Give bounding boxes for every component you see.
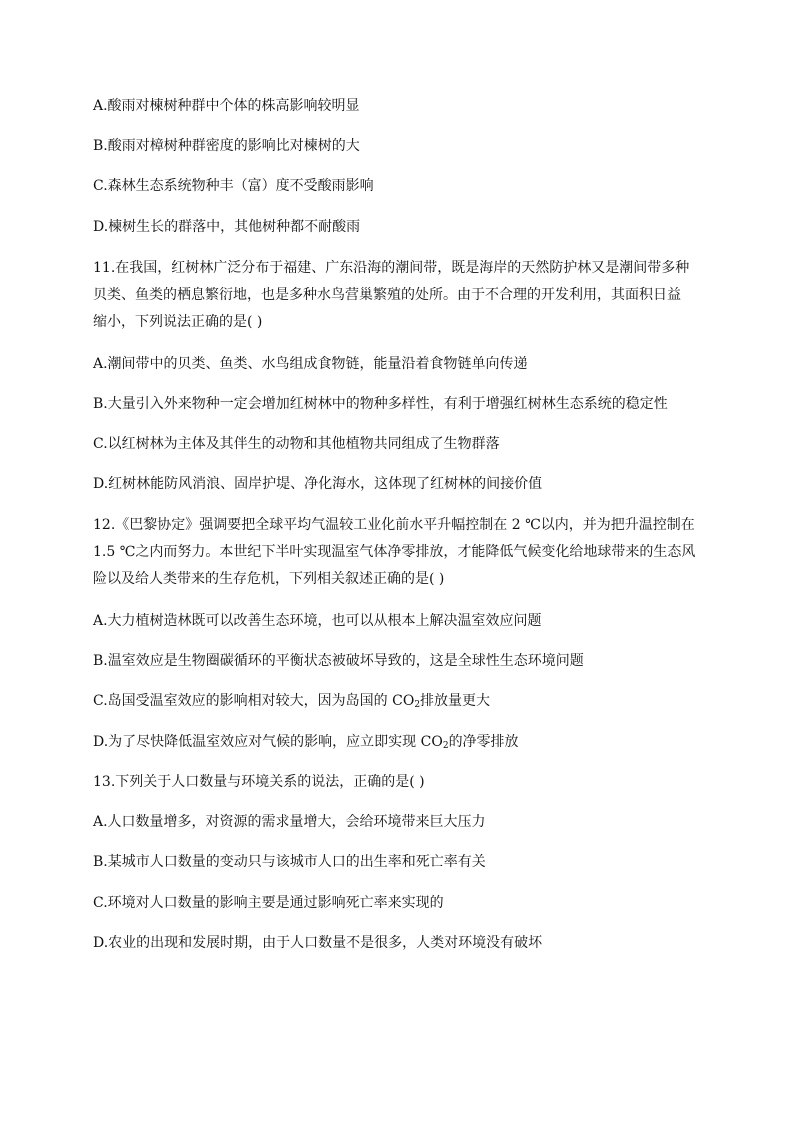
q13-option-c: C.环境对人口数量的影响主要是通过影响死亡率来实现的: [93, 895, 444, 911]
q13-stem: 13.下列关于人口数量与环境关系的说法，正确的是( ): [93, 774, 425, 790]
q12-option-c: [93, 691, 703, 711]
q10-option-b: B.酸雨对樟树种群密度的影响比对楝树的大: [93, 138, 360, 154]
q13-option-a: A.人口数量增多，对资源的需求量增大，会给环境带来巨大压力: [93, 814, 486, 830]
q12-option-d-subscript: 2: [442, 741, 449, 751]
q12-stem: [93, 512, 703, 593]
q12-option-b: B.温室效应是生物圈碳循环的平衡状态被破坏导致的，这是全球性生态环境问题: [93, 653, 584, 669]
q11-option-a: A.潮间带中的贝类、鱼类、水鸟组成食物链，能量沿着食物链单向传递: [93, 356, 528, 372]
q11-stem: [93, 255, 703, 336]
q11-stem-line-1: 11.在我国，红树林广泛分布于福建、广东沿海的潮间带，既是海岸的天然防护林又是潮间带多种: [93, 260, 690, 276]
q11-option-d: D.红树林能防风消浪、固岸护堤、净化海水，这体现了红树林的间接价值: [93, 476, 543, 492]
q12-stem-line-2: 1.5 ℃之内而努力。本世纪下半叶实现温室气体净零排放，才能降低气候变化给地球带来的生态风: [93, 544, 696, 560]
q13-option-b: B.某城市人口数量的变动只与该城市人口的出生率和死亡率有关: [93, 854, 486, 870]
q10-option-a: A.酸雨对楝树种群中个体的株高影响较明显: [93, 98, 360, 114]
q11-stem-line-2: 贝类、鱼类的栖息繁衍地，也是多种水鸟营巢繁殖的处所。由于不合理的开发利用，其面积日益: [93, 287, 681, 303]
q13-option-d: D.农业的出现和发展时期，由于人口数量不是很多，人类对环境没有破坏: [93, 935, 543, 951]
q11-option-b: B.大量引入外来物种一定会增加红树林中的物种多样性，有利于增强红树林生态系统的稳定性: [93, 396, 668, 412]
q12-option-d: [93, 732, 703, 752]
q11-stem-line-3: 缩小，下列说法正确的是( ): [93, 314, 263, 330]
q12-stem-line-1: 12.《巴黎协定》强调要把全球平均气温较工业化前水平升幅控制在 2 ℃以内，并为把升温控制在: [93, 517, 695, 533]
q10-option-d: D.楝树生长的群落中，其他树种都不耐酸雨: [93, 219, 361, 235]
q12-option-c-subscript: 2: [414, 700, 421, 710]
q12-option-d-text: D.为了尽快降低温室效应对气候的影响，应立即实现 CO: [93, 734, 443, 750]
q12-option-c-text-end: 排放量更大: [420, 693, 491, 709]
q12-option-d-text-end: 的净零排放: [448, 734, 519, 750]
q11-option-c: C.以红树林为主体及其伴生的动物和其他植物共同组成了生物群落: [93, 436, 500, 452]
q10-option-c: C.森林生态系统物种丰（富）度不受酸雨影响: [93, 178, 374, 194]
q12-option-c-text: C.岛国受温室效应的影响相对较大，因为岛国的 CO: [93, 693, 415, 709]
q12-stem-line-3: 险以及给人类带来的生存危机，下列相关叙述正确的是( ): [93, 571, 445, 587]
q12-option-a: A.大力植树造林既可以改善生态环境，也可以从根本上解决温室效应问题: [93, 613, 542, 629]
